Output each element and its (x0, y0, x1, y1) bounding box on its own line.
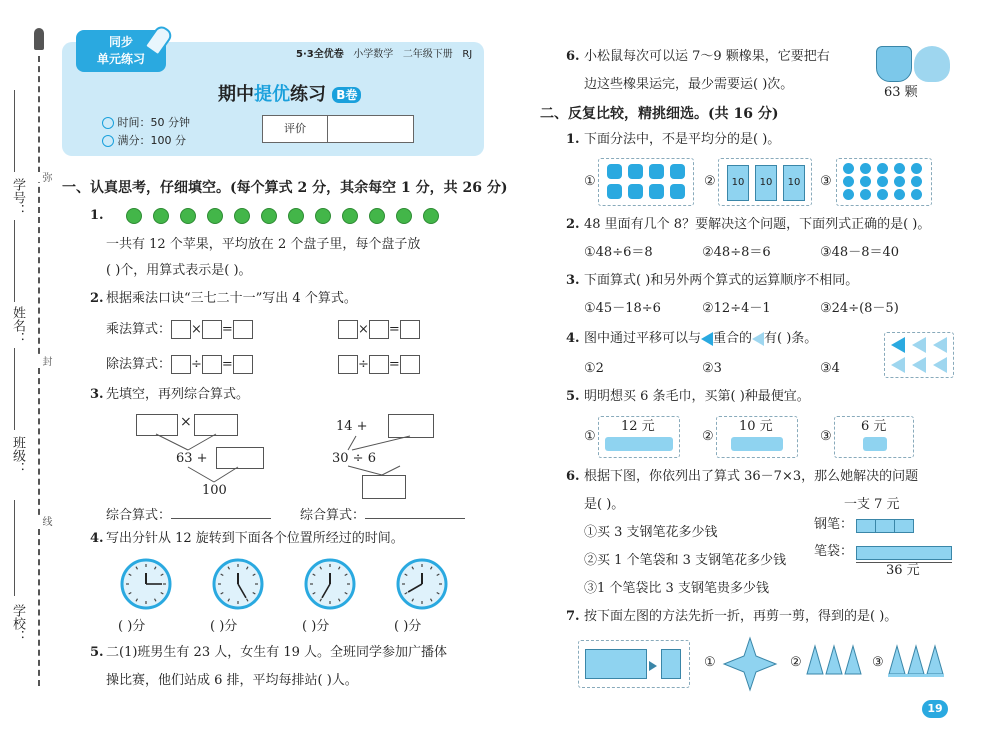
dot-icon (911, 189, 922, 200)
s2-q4-opt-1[interactable]: ①2 (584, 361, 604, 376)
acorn-caption: 63 颗 (884, 85, 918, 100)
clock-answer[interactable]: ( )分 (118, 619, 146, 634)
trees-figure-2 (888, 644, 944, 678)
time-info (102, 114, 190, 130)
dot-icon (911, 163, 922, 174)
answer-box[interactable] (400, 355, 420, 374)
subject: 小学数学 (353, 49, 394, 60)
fold-paper-figure (578, 640, 690, 688)
s2-q7-opt-3-label[interactable]: ③ (872, 655, 884, 670)
q4-text-c: 有( )条。 (764, 331, 818, 346)
mul-row (106, 320, 253, 339)
badge-line-2: 单元练习 (96, 52, 145, 66)
s1-q5-line-1: 二(1)班男生有 23 人，女生有 19 人。全班同学参加广播体 (106, 645, 448, 660)
series-name: 5·3全优卷 (296, 49, 344, 60)
acorn-pot-icon (876, 46, 912, 82)
apple-icon (288, 208, 304, 224)
clock-icon (102, 117, 114, 129)
left-bottom-text: 100 (202, 483, 227, 498)
answer-box[interactable] (338, 355, 358, 374)
answer-line[interactable] (365, 504, 465, 519)
dot-icon (877, 189, 888, 200)
s2-q2-opt-2[interactable]: ②48÷8＝6 (702, 245, 771, 260)
grade: 二年级下册 (402, 49, 453, 60)
answer-line[interactable] (171, 504, 271, 519)
s1-q4-text: 写出分针从 12 旋转到下面各个位置所经过的时间。 (106, 531, 404, 546)
s2-q2-number: 2. (566, 217, 580, 232)
rocket-icon (34, 28, 44, 50)
s1-q2-text: 根据乘法口诀“三七二十一”写出 4 个算式。 (106, 291, 357, 306)
check-icon (102, 135, 114, 147)
s2-q7-number: 7. (566, 609, 580, 624)
price-label: 10 元 (739, 419, 773, 434)
title-pre: 期中 (218, 84, 254, 105)
binding-dotted-line (38, 56, 40, 686)
student-number-line[interactable] (14, 90, 15, 172)
towel-icon (731, 437, 783, 451)
mul-label: 乘法算式： (106, 322, 172, 337)
bag-total: 36 元 (886, 563, 920, 578)
r-q6-number: 6. (566, 49, 580, 64)
answer-box[interactable] (400, 320, 420, 339)
s2-q6-number: 6. (566, 469, 580, 484)
apple-icon (342, 208, 358, 224)
flag-grid (884, 332, 954, 378)
dot-icon (877, 163, 888, 174)
page-title (218, 80, 361, 106)
mul-row-2 (338, 320, 420, 339)
answer-box[interactable] (369, 320, 389, 339)
s2-q6-opt-2[interactable]: ②买 1 个笔袋和 3 支钢笔花多少钱 (584, 553, 787, 568)
dot-icon (894, 189, 905, 200)
s2-q3-opt-1[interactable]: ①45－18÷6 (584, 301, 661, 316)
equals-sign: = (221, 322, 233, 337)
clock-answer[interactable]: ( )分 (394, 619, 422, 634)
s2-q1-opt-3-label[interactable]: ③ (820, 174, 832, 189)
s2-q3-text: 下面算式( )和另外两个算式的运算顺序不相同。 (584, 273, 859, 288)
clock-face-icon (120, 558, 172, 610)
divide-sign: ÷ (358, 357, 369, 372)
div-row (106, 355, 253, 374)
s2-q4-opt-3[interactable]: ③4 (820, 361, 840, 376)
clock-face-icon (304, 558, 356, 610)
section-1-title: 一、认真思考，仔细填空。(每个算式 2 分，其余每空 1 分，共 26 分) (62, 180, 508, 196)
flag-icon (701, 332, 713, 346)
time-text: 时间：50 分钟 (117, 116, 190, 129)
answer-box[interactable] (233, 320, 253, 339)
s2-q4-opt-2[interactable]: ②3 (702, 361, 722, 376)
s2-q2-opt-3[interactable]: ③48－8＝40 (820, 245, 900, 260)
fruit-icon (628, 164, 643, 179)
price-label: 6 元 (861, 419, 887, 434)
bag-label: 笔袋： (814, 544, 854, 559)
snowflake-figure (720, 636, 780, 692)
answer-box[interactable] (369, 355, 389, 374)
evaluation-field[interactable] (328, 116, 413, 142)
pen-price: 一支 7 元 (844, 497, 900, 512)
binding-margin (0, 0, 55, 746)
s1-q3-number: 3. (90, 387, 104, 402)
clock-face-icon (396, 558, 448, 610)
s2-q3-opt-3[interactable]: ③24÷(8－5) (820, 301, 899, 316)
school-line[interactable] (14, 500, 15, 596)
clock-answer[interactable]: ( )分 (302, 619, 330, 634)
answer-box[interactable] (338, 320, 358, 339)
combined-label: 综合算式： (300, 508, 366, 523)
answer-box[interactable] (171, 355, 191, 374)
dot-icon (860, 163, 871, 174)
s2-q5-opt-1-label[interactable]: ① (584, 429, 596, 444)
trees-figure-1 (806, 644, 862, 678)
pen-bar (856, 519, 914, 533)
score-text: 满分：100 分 (117, 134, 186, 147)
s2-q7-opt-1-label[interactable]: ① (704, 655, 716, 670)
r-q6-line-2: 边这些橡果运完，最少需要运( )次。 (584, 77, 794, 92)
bundle-icon: 10 (783, 165, 805, 201)
s2-q6-line-2: 是( )。 (584, 497, 625, 512)
s1-q1-line-1: 一共有 12 个苹果，平均放在 2 个盘子里，每个盘子放 (106, 237, 421, 252)
q4-text-a: 图中通过平移可以与 (584, 331, 702, 346)
combined-left (106, 504, 271, 525)
dot-icon (843, 189, 854, 200)
pen-divider (894, 519, 895, 533)
dot-icon (894, 163, 905, 174)
r-q6-line-1: 小松鼠每次可以运 7～9 颗橡果，它要把右 (584, 49, 830, 64)
divide-sign: ÷ (191, 357, 202, 372)
s2-q3-opt-2[interactable]: ②12÷4－1 (702, 301, 771, 316)
fruit-icon (607, 184, 622, 199)
s1-q2-number: 2. (90, 291, 104, 306)
s1-q1-number: 1. (90, 208, 104, 223)
tree-row-icon (888, 644, 944, 678)
folded-paper (661, 649, 681, 679)
squirrel-icon (914, 46, 950, 82)
div-row-2 (338, 355, 420, 374)
s2-q3-number: 3. (566, 273, 580, 288)
s2-q6-opt-3[interactable]: ③1 个笔袋比 3 支钢笔贵多少钱 (584, 581, 769, 596)
name-label: 姓名： (10, 306, 25, 345)
fruit-icon (649, 184, 664, 199)
school-label: 学校： (10, 604, 25, 643)
fruit-icon (670, 184, 685, 199)
s2-q1-text: 下面分法中，不是平均分的是( )。 (584, 132, 781, 147)
equals-sign: = (388, 322, 400, 337)
s2-q2-opt-1[interactable]: ①48÷6＝8 (584, 245, 653, 260)
towel-option-2 (716, 416, 798, 458)
left-mid-text: 63 + (176, 451, 208, 466)
towel-icon (863, 437, 887, 451)
s2-q4-number: 4. (566, 331, 580, 346)
fruit-icon (670, 164, 685, 179)
snowflake-icon (720, 636, 780, 692)
section-2-title: 二、反复比较，精挑细选。(共 16 分) (540, 106, 779, 122)
score-info (102, 132, 186, 148)
s1-q1-line-2: ( )个，用算式表示是( )。 (106, 263, 252, 278)
pen-bag-diagram (814, 496, 959, 580)
answer-box[interactable] (233, 355, 253, 374)
pen-divider (875, 519, 876, 533)
apple-icon (126, 208, 142, 224)
fruit-groups (598, 158, 694, 206)
dot-icon (894, 176, 905, 187)
evaluation-label: 评价 (263, 116, 328, 142)
answer-box[interactable] (202, 320, 222, 339)
paper-strip (585, 649, 647, 679)
dot-groups (836, 158, 932, 206)
div-label: 除法算式： (106, 357, 172, 372)
flag-icon (891, 337, 905, 353)
bundle-icon: 10 (727, 165, 749, 201)
class-line[interactable] (14, 348, 15, 430)
dot-icon (860, 189, 871, 200)
flag-icon (912, 337, 926, 353)
title-highlight: 提优 (254, 84, 290, 105)
s1-q4-number: 4. (90, 531, 104, 546)
equals-sign: = (388, 357, 400, 372)
flag-icon (933, 357, 947, 373)
right-top-text: 14 + (336, 419, 368, 434)
bundle-icon: 10 (755, 165, 777, 201)
s2-q5-opt-3-label[interactable]: ③ (820, 429, 832, 444)
seal-mark-2: 封 (40, 356, 51, 366)
combined-label: 综合算式： (106, 508, 172, 523)
times-sign: × (180, 414, 192, 430)
flag-icon (891, 357, 905, 373)
seal-mark-3: 线 (40, 516, 51, 526)
badge-line-1: 同步 (108, 35, 133, 49)
tree-lines (330, 412, 470, 502)
s2-q2-text: 48 里面有几个 8？要解决这个问题，下面列式正确的是( )。 (584, 217, 931, 232)
pen-label: 钢笔： (814, 517, 854, 532)
apple-icon (423, 208, 439, 224)
price-label: 12 元 (621, 419, 655, 434)
series-info (296, 45, 472, 60)
title-post: 练习 (290, 84, 326, 105)
towel-icon (605, 437, 673, 451)
right-tree-diagram (330, 412, 470, 502)
s2-q6-line-1: 根据下图，你依列出了算式 36－7×3，那么她解决的问题 (584, 469, 919, 484)
answer-box[interactable] (202, 355, 222, 374)
s2-q1-number: 1. (566, 132, 580, 147)
apple-icon (180, 208, 196, 224)
flag-icon (912, 357, 926, 373)
right-mid-text: 30 ÷ 6 (332, 451, 376, 466)
apple-icon (234, 208, 250, 224)
tree-row-icon (806, 644, 862, 678)
fruit-icon (649, 164, 664, 179)
clock-answer[interactable]: ( )分 (210, 619, 238, 634)
apple-icon (207, 208, 223, 224)
apple-icon (315, 208, 331, 224)
s2-q7-opt-2-label[interactable]: ② (790, 655, 802, 670)
name-line[interactable] (14, 220, 15, 302)
arrow-icon (649, 661, 657, 671)
dot-icon (860, 176, 871, 187)
s1-q3-text: 先填空，再列综合算式。 (106, 387, 250, 402)
times-sign: × (358, 322, 369, 337)
left-tree-diagram (132, 412, 272, 502)
s2-q4-text (584, 330, 817, 348)
s2-q5-number: 5. (566, 389, 580, 404)
s2-q6-opt-1[interactable]: ①买 3 支钢笔花多少钱 (584, 525, 718, 540)
s2-q1-opt-1-label[interactable]: ① (584, 174, 596, 189)
clock-face-icon (212, 558, 264, 610)
combined-right (300, 504, 465, 525)
s2-q5-opt-2-label[interactable]: ② (702, 429, 714, 444)
equals-sign: = (221, 357, 233, 372)
apple-row (126, 207, 456, 225)
apple-icon (261, 208, 277, 224)
title-tag: B卷 (332, 87, 361, 103)
evaluation-box (262, 115, 414, 143)
s2-q7-text: 按下面左图的方法先折一折，再剪一剪，得到的是( )。 (584, 609, 898, 624)
times-sign: × (191, 322, 202, 337)
class-label: 班级： (10, 436, 25, 475)
s2-q5-text: 明明想买 6 条毛巾，买第( )种最便宜。 (584, 389, 810, 404)
dot-icon (843, 163, 854, 174)
fruit-icon (607, 164, 622, 179)
answer-box[interactable] (171, 320, 191, 339)
q4-text-b: 重合的 (713, 331, 753, 346)
towel-option-1 (598, 416, 680, 458)
apple-icon (153, 208, 169, 224)
seal-mark-1: 弥 (40, 172, 51, 182)
bag-bar (856, 546, 952, 560)
dot-icon (911, 176, 922, 187)
edition: RJ (462, 49, 473, 60)
s2-q1-opt-2-label[interactable]: ② (704, 174, 716, 189)
s1-q5-number: 5. (90, 645, 104, 660)
flag-icon (933, 337, 947, 353)
tree-lines (132, 412, 272, 502)
bundle-groups (718, 158, 812, 206)
flag-outline-icon (752, 332, 764, 346)
student-number-label: 学号： (10, 178, 25, 217)
dot-icon (843, 176, 854, 187)
apple-icon (396, 208, 412, 224)
towel-option-3 (834, 416, 914, 458)
page-number: 19 (922, 700, 948, 718)
s1-q5-line-2: 操比赛，他们站成 6 排，平均每排站( )人。 (106, 673, 358, 688)
fruit-icon (628, 184, 643, 199)
dot-icon (877, 176, 888, 187)
apple-icon (369, 208, 385, 224)
